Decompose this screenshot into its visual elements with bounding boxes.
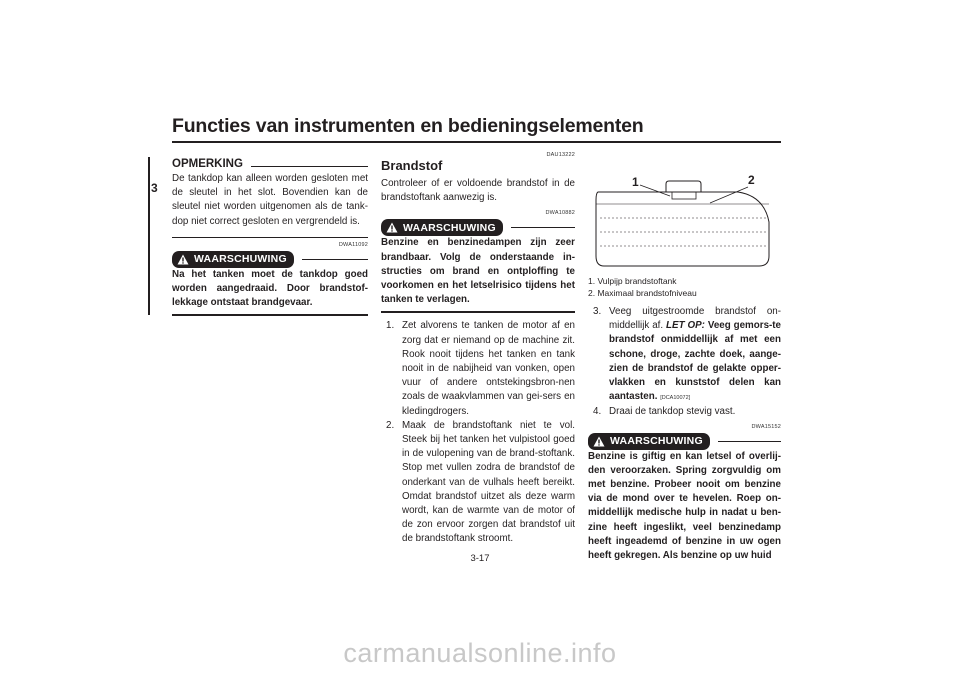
note-heading-rule [251, 166, 368, 167]
chapter-tab-bar [148, 157, 150, 315]
warning-label: WAARSCHUWING [610, 435, 703, 448]
chapter-number: 3 [151, 181, 158, 195]
warning-triangle-icon [177, 254, 189, 265]
callout-1: 1 [632, 175, 639, 189]
step3-text: Veeg uitgestroomde brandstof on-middellijk af. [609, 306, 781, 332]
letop-label: LET OP: [666, 320, 705, 332]
list-item-number: 3. [593, 306, 602, 317]
warning-label: WAARSCHUWING [403, 221, 496, 234]
note-text: De tankdop kan alleen worden gesloten met de sleutel in het slot. Bovendien kan de sleutel niet worden uitgenomen als de tank-dop niet correct gesloten en vergrendeld is. [172, 173, 368, 227]
warning-label: WAARSCHUWING [194, 253, 287, 266]
list-item-number: 4. [593, 406, 602, 418]
warning-text: Benzine en benzinedampen zijn zeer brandbaar. Volg de onderstaande in-structies om brand en ontploffing te voorkomen en het letselrisico tijdens het tanken te verlagen. [381, 237, 575, 306]
callout-2: 2 [748, 173, 755, 187]
list-item [588, 305, 781, 405]
tank-outline [596, 192, 769, 266]
note-heading-text: OPMERKING [172, 157, 243, 170]
section-code: DAU13222 [546, 152, 575, 158]
fuel-tank-diagram [588, 152, 781, 272]
warning-text: Na het tanken moet de tankdop goed worden aangedraaid. Door brandstof-lekkage ontstaat brandgevaar. [172, 268, 368, 309]
list-item-text: Draai de tankdop stevig vast. [609, 406, 736, 418]
fuel-filler-inner [672, 192, 696, 199]
figure-caption [588, 276, 781, 299]
list-item-number: 1. [386, 320, 395, 332]
warning-heading [381, 219, 575, 236]
caption-line: 2. Maximaal brandstofniveau [588, 287, 697, 298]
caution-code: [DCA10072] [660, 395, 691, 402]
column-2 [381, 152, 575, 547]
list-item [381, 319, 575, 418]
warning-code: DWA10882 [545, 210, 575, 217]
warning-end-rule [381, 311, 575, 313]
warning-heading [172, 251, 368, 268]
warning-end-rule [172, 314, 368, 316]
warning-text: Benzine is giftig en kan letsel of overlij-den veroorzaken. Spring zorgvuldig om met benzine. Probeer nooit om benzine via de mond over te hevelen. Roep on-middellijk medische hulp in nadat u ben-zine heeft ingeslikt, veel benzinedamp heeft ingeademd of benzine in uw ogen heeft gekregen. Als benzine op uw huid [588, 450, 781, 562]
note-heading [172, 156, 368, 172]
warning-heading-rule [511, 227, 575, 228]
list-item [588, 405, 781, 419]
section-title: Brandstof [381, 158, 443, 173]
warning-triangle-icon [386, 222, 398, 233]
column-3 [588, 152, 781, 563]
fuel-tank-figure [588, 152, 781, 272]
watermark: carmanualsonline.info [343, 638, 617, 668]
column-1 [172, 156, 368, 322]
fuel-filler-neck [666, 181, 701, 192]
step3-caution-text: Veeg gemors-te brandstof onmiddellijk af met een schone, droge, zachte doek, aange-zien de brandstof de gelakte opper-vlakken en kunststof delen kan aantasten. [609, 320, 781, 403]
warning-heading-rule [718, 441, 781, 442]
list-item [381, 419, 575, 547]
list-item-text: Maak de brandstoftank niet te vol. Steek bij het tanken het vulpistool goed in de vulopening van de brand-stoftank. Stop met vullen zodra de brandstof de onderkant van de vulhals heeft bereikt. Omdat brandstof uitzet als deze warm wordt, kan de warmte van de motor of de zon ervoor zorgen dat brandstof uit de brandstoftank stroomt. [402, 419, 575, 545]
warning-badge [381, 219, 503, 236]
list-item-text: Zet alvorens te tanken de motor af en zorg dat er niemand op de machine zit. Rook nooit tijdens het tanken en tank nooit in de nabijheid van vonken, open vuur of andere ontstekingsbron-nen zoals de waakvlammen van gei-sers en kledingdrogers. [402, 320, 575, 417]
caption-line: 1. Vulpijp brandstoftank [588, 276, 677, 286]
title-rule [172, 141, 781, 143]
warning-code: DWA11092 [338, 241, 368, 248]
warning-badge [172, 251, 294, 268]
callout-2-leader [710, 187, 748, 203]
warning-triangle-icon [593, 436, 605, 447]
section-intro: Controleer of er voldoende brandstof in de brandstoftank aanwezig is. [381, 178, 575, 204]
warning-badge [588, 433, 710, 450]
page-title: Functies van instrumenten en bedieningselementen [172, 115, 644, 137]
warning-code: DWA15152 [751, 423, 781, 430]
list-item-number: 2. [386, 419, 395, 431]
list-item-text [609, 305, 781, 405]
warning-heading [588, 433, 781, 450]
page-number: 3-17 [470, 553, 490, 564]
warning-heading-rule [302, 259, 368, 260]
note-end-rule [172, 237, 368, 238]
